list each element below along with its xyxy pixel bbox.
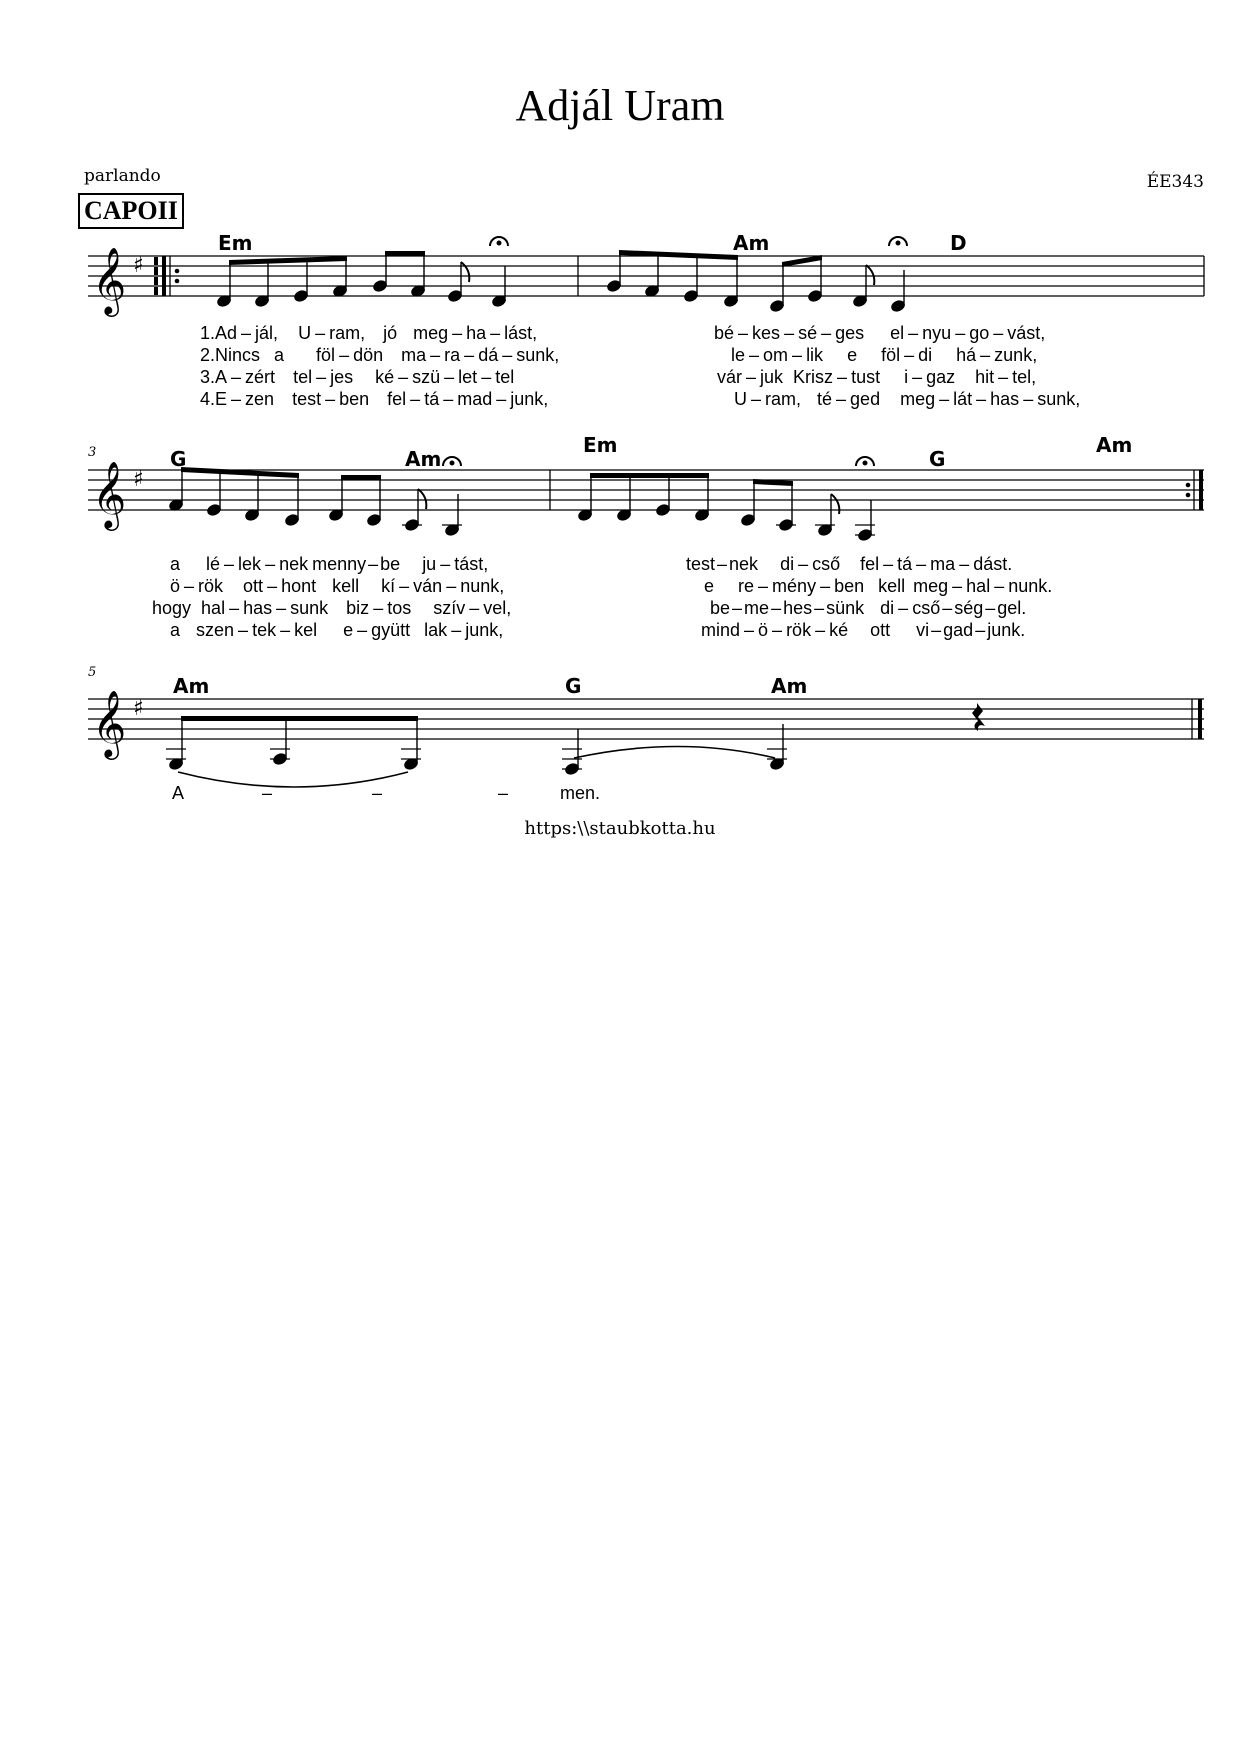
lyric-verse-3: 3.A – zért tel – jes ké – szü – let – tel vár – juk Krisz – tust i – gaz hit – tel, <box>200 367 1037 387</box>
chord-label: Em <box>583 433 618 457</box>
measure-number: 5 <box>88 665 97 680</box>
lyric-verse-1: a lé – lek – nek menny – be ju – tást, test – nek di – cső fel – tá – ma – dást. <box>170 554 1013 574</box>
song-title: Adjál Uram <box>515 81 725 130</box>
lyric-verse-1: 1.Ad – jál, U – ram, jó meg – ha – lást, bé – kes – sé – ges el – nyu – go – vást, <box>200 323 1046 343</box>
chord-label: Am <box>771 674 808 698</box>
chord-label: D <box>950 231 967 255</box>
sharp-icon: ♯ <box>133 253 144 278</box>
chord-label: G <box>170 447 187 471</box>
lyric-verse-4: a szen – tek – kel e – gyütt lak – junk, mind – ö – rök – ké ott vi – gad – junk. <box>170 620 1026 640</box>
lyrics-system-1 <box>200 323 1080 409</box>
footer-url: https:\\staubkotta.hu <box>524 818 716 839</box>
chord-label: Em <box>218 231 253 255</box>
chord-label: G <box>565 674 582 698</box>
chord-label: Am <box>733 231 770 255</box>
staff-system-2 <box>88 457 1204 542</box>
tempo-marking: parlando <box>84 166 161 186</box>
lyric-verse-3: hogy hal – has – sunk biz – tos szív – vel, be – me – hes – sünk di – cső – ség – gel. <box>152 598 1027 618</box>
catalog-number: ÉE343 <box>1146 172 1204 192</box>
lyrics-system-3 <box>172 783 600 803</box>
chord-label: Am <box>1096 433 1133 457</box>
sharp-icon: ♯ <box>133 696 144 721</box>
lyric-verse-1: A – – – men. <box>172 783 601 803</box>
capo-box: CAPOII <box>78 193 184 229</box>
lyric-verse-2: 2.Nincs a föl – dön ma – ra – dá – sunk, le – om – lik e föl – di há – zunk, <box>200 345 1038 365</box>
sharp-icon: ♯ <box>133 467 144 492</box>
chord-label: G <box>929 447 946 471</box>
staff-system-3 <box>88 689 1204 787</box>
lyrics-system-2 <box>152 554 1052 640</box>
treble-clef-icon: 𝄞 <box>92 246 127 314</box>
treble-clef-icon: 𝄞 <box>92 689 127 757</box>
staff-system-1 <box>88 237 1204 317</box>
lyric-verse-4: 4.E – zen test – ben fel – tá – mad – junk, U – ram, té – ged meg – lát – has – sunk, <box>200 389 1081 409</box>
lyric-verse-2: ö – rök ott – hont kell kí – ván – nunk, e re – mény – ben kell meg – hal – nunk. <box>170 576 1053 596</box>
measure-number: 3 <box>88 445 97 460</box>
chord-label: Am <box>405 447 442 471</box>
treble-clef-icon: 𝄞 <box>92 460 127 528</box>
chord-label: Am <box>173 674 210 698</box>
quarter-rest-icon <box>972 703 985 731</box>
